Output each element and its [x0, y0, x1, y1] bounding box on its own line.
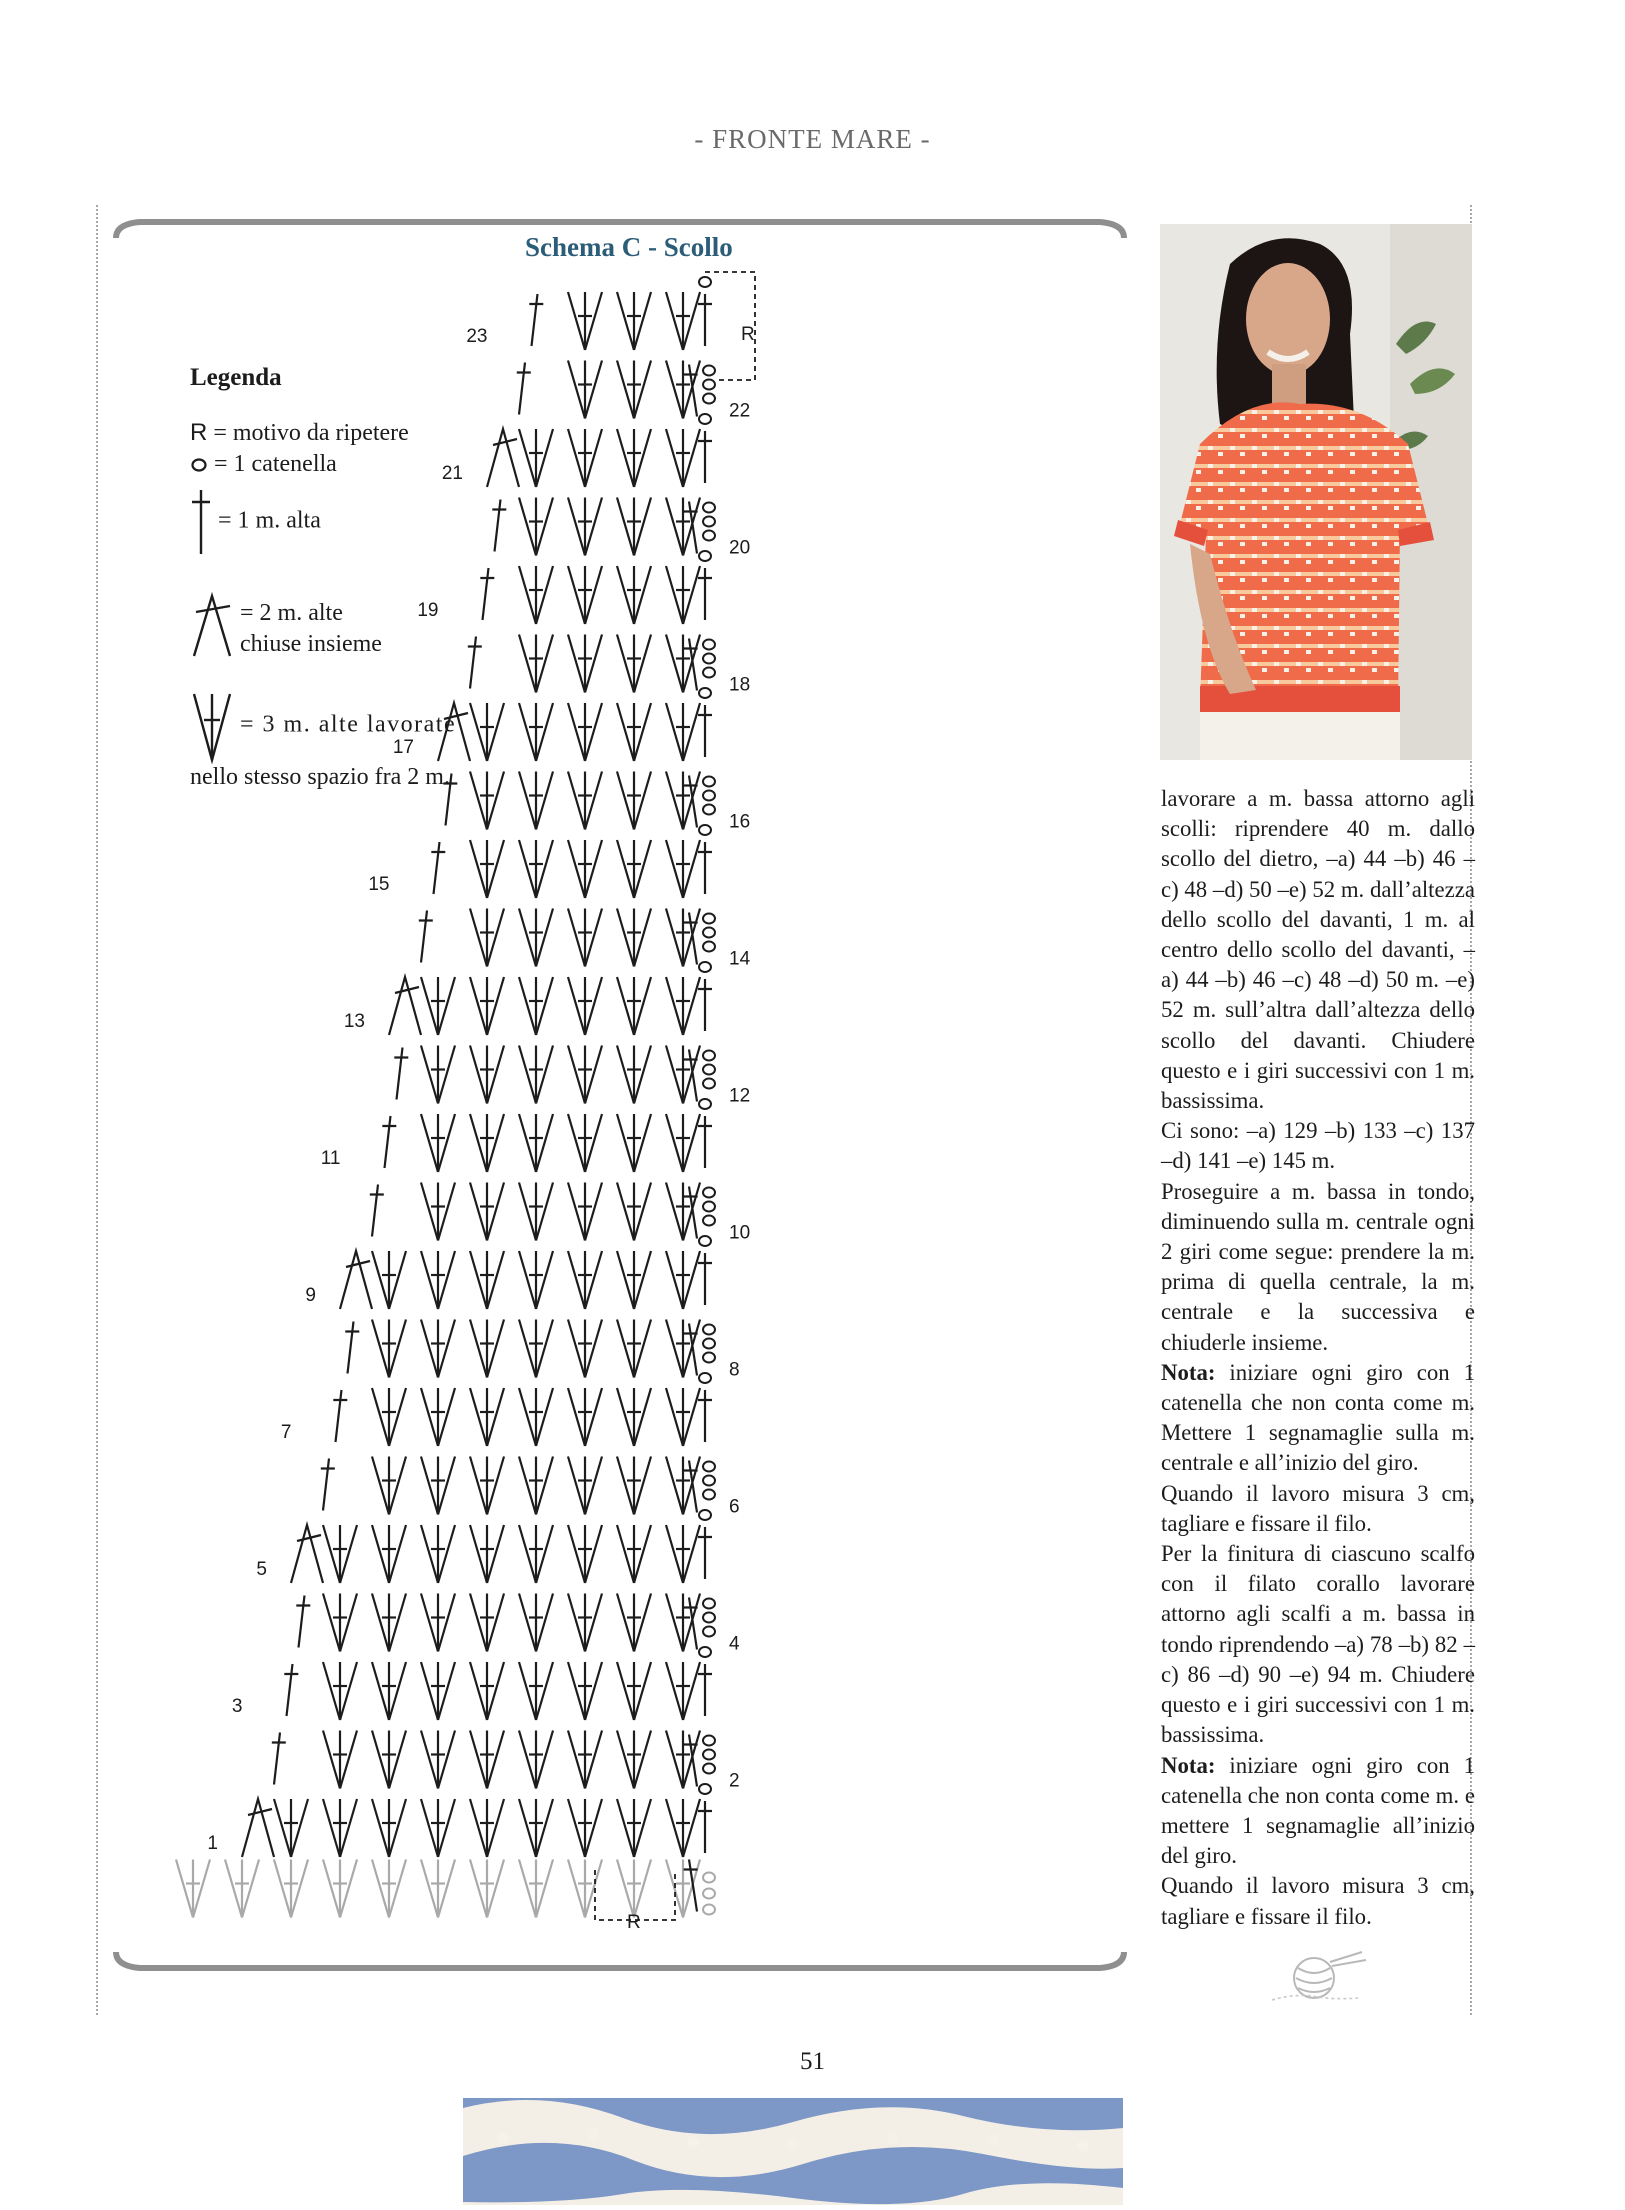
cluster-symbol	[617, 1731, 651, 1789]
row-label-right: 12	[729, 1085, 751, 1107]
cluster-symbol	[666, 703, 700, 761]
cluster-symbol	[568, 1457, 602, 1515]
cluster-symbol	[568, 361, 602, 419]
chain-symbol	[703, 1873, 715, 1883]
cluster-symbol	[470, 703, 504, 761]
cluster-symbol	[666, 1662, 700, 1720]
cluster-symbol	[470, 909, 504, 967]
decrease-symbol	[340, 1251, 372, 1309]
chain-symbol	[703, 1353, 715, 1363]
chain-symbol	[699, 1373, 711, 1383]
cluster-symbol	[617, 840, 651, 898]
cluster-symbol	[617, 1594, 651, 1652]
cluster-symbol	[421, 1525, 455, 1583]
row-label-left: 17	[392, 737, 414, 758]
chain-symbol	[703, 1188, 715, 1198]
cluster-symbol	[519, 635, 553, 693]
treble-symbol	[492, 500, 506, 552]
instructions-p7	[1161, 1751, 1475, 1872]
cluster-symbol	[666, 292, 700, 350]
note-label: Nota:	[1161, 1359, 1216, 1385]
chain-symbol	[699, 551, 711, 561]
cluster-symbol	[617, 429, 651, 487]
repeat-letter: R	[190, 419, 208, 446]
chain-symbol	[699, 1784, 711, 1794]
cluster-symbol	[617, 1046, 651, 1104]
cluster-symbol	[617, 977, 651, 1035]
cluster-symbol	[470, 1183, 504, 1241]
cluster-symbol	[470, 977, 504, 1035]
row-label-right: 16	[729, 811, 751, 833]
cluster-symbol	[666, 1251, 700, 1309]
cluster-symbol	[372, 1731, 406, 1789]
chain-symbol	[703, 791, 715, 801]
cluster-symbol	[617, 703, 651, 761]
treble-symbol	[698, 294, 712, 346]
chain-symbol	[703, 394, 715, 404]
cluster-symbol	[617, 909, 651, 967]
cluster-symbol	[519, 1114, 553, 1172]
cluster-symbol	[519, 566, 553, 624]
chain-symbol	[703, 1599, 715, 1609]
treble-symbol	[431, 842, 445, 894]
yarn-ball-icon	[1262, 1948, 1372, 2008]
cluster-symbol	[568, 1525, 602, 1583]
treble-symbol	[333, 1390, 347, 1442]
row-label-right: 20	[729, 537, 751, 559]
chain-symbol	[703, 1339, 715, 1349]
cluster-symbol	[470, 1388, 504, 1446]
chain-symbol	[703, 517, 715, 527]
chain-symbol	[703, 1065, 715, 1075]
cluster-symbol	[666, 1860, 700, 1918]
chain-symbol	[699, 1099, 711, 1109]
cluster-symbol	[519, 1457, 553, 1515]
chain-symbol	[699, 962, 711, 972]
row-label-right: 4	[729, 1633, 740, 1655]
cluster-symbol	[666, 1799, 700, 1857]
cluster-symbol	[274, 1799, 308, 1857]
note-text: iniziare ogni giro con 1 catenella che non conta come m. Mettere 1 segnamaglie sulla m. centrale e all’inizio del giro.	[1161, 1359, 1475, 1476]
cluster-symbol	[470, 1662, 504, 1720]
cluster-symbol	[617, 361, 651, 419]
cluster-symbol	[470, 840, 504, 898]
cluster-symbol	[568, 1799, 602, 1857]
cluster-symbol	[617, 1457, 651, 1515]
cluster-symbol	[666, 1388, 700, 1446]
row-label-right: 14	[729, 948, 751, 970]
decrease-text-1: = 2 m. alte	[240, 600, 343, 626]
cluster-symbol	[323, 1731, 357, 1789]
cluster-symbol	[470, 1114, 504, 1172]
row-label-right: 18	[729, 674, 751, 696]
cluster-symbol	[519, 1388, 553, 1446]
cluster-symbol	[470, 1457, 504, 1515]
cluster-symbol	[372, 1594, 406, 1652]
row-label-left: 13	[343, 1011, 365, 1032]
cluster-symbol	[421, 1457, 455, 1515]
cluster-symbol	[519, 429, 553, 487]
row-label-right: 6	[729, 1496, 740, 1518]
cluster-symbol	[274, 1860, 308, 1918]
chain-symbol	[699, 688, 711, 698]
cluster-symbol	[568, 429, 602, 487]
cluster-symbol	[372, 1320, 406, 1378]
treble-symbol	[529, 294, 543, 346]
cluster-symbol	[372, 1457, 406, 1515]
cluster-symbol	[617, 566, 651, 624]
chain-symbol	[699, 1510, 711, 1520]
chain-icon	[190, 456, 208, 474]
cluster-symbol	[519, 772, 553, 830]
chain-symbol	[703, 640, 715, 650]
treble-symbol	[698, 568, 712, 620]
cluster-symbol	[568, 1183, 602, 1241]
cluster-symbol	[666, 1525, 700, 1583]
note-text-2: iniziare ogni giro con 1 catenella che non conta come m. e mettere 1 segnamaglie all’inizio del giro.	[1161, 1752, 1475, 1869]
decrease-symbol	[291, 1525, 323, 1583]
instructions-p3: Proseguire a m. bassa in tondo, diminuendo sulla m. centrale ogni 2 giri come segue: prendere la m. prima di quella centrale, la m. centrale e la successiva e chiuderle insieme.	[1161, 1178, 1475, 1355]
schema-title: Schema C - Scollo	[525, 232, 733, 262]
chain-symbol	[703, 1889, 715, 1899]
treble-symbol	[698, 1390, 712, 1442]
chain-symbol	[703, 531, 715, 541]
instructions-p4	[1161, 1358, 1475, 1479]
cluster-symbol	[519, 1594, 553, 1652]
cluster-symbol	[470, 1525, 504, 1583]
chain-symbol	[703, 777, 715, 787]
treble-symbol	[684, 1860, 698, 1912]
cluster-symbol	[421, 1799, 455, 1857]
cluster-symbol	[421, 1388, 455, 1446]
row-label-left: 7	[280, 1422, 292, 1443]
chain-symbol	[703, 1750, 715, 1760]
cluster-symbol	[568, 1662, 602, 1720]
chain-symbol	[703, 1905, 715, 1915]
chain-symbol	[703, 805, 715, 815]
row-label-right: 10	[729, 1222, 751, 1244]
chain-symbol	[703, 1202, 715, 1212]
treble-symbol	[321, 1459, 335, 1511]
cluster-symbol	[568, 1046, 602, 1104]
cluster-symbol	[519, 1251, 553, 1309]
instructions-p6: Per la finitura di ciascuno scalfo con il filato corallo lavorare attorno agli scalfi a m. bassa in tondo riprendendo –a) 78 –b) 82 –c) 86 –d) 90 –e) 94 m. Chiudere questo e i giri successivi con 1 m. bassissima.	[1161, 1541, 1475, 1748]
decrease-symbol	[487, 429, 519, 487]
treble-symbol	[394, 1048, 408, 1100]
cluster-symbol	[568, 1860, 602, 1918]
decrease-symbol	[389, 977, 421, 1035]
cluster-symbol	[519, 1799, 553, 1857]
chain-symbol	[703, 1476, 715, 1486]
chain-symbol	[703, 1325, 715, 1335]
cluster-symbol	[372, 1662, 406, 1720]
row-label-right: 8	[729, 1359, 740, 1381]
legend-title: Legenda	[190, 364, 282, 391]
row-label-right: 22	[729, 400, 751, 422]
cluster-symbol	[421, 1320, 455, 1378]
cluster-symbol	[617, 498, 651, 556]
cluster-symbol	[568, 840, 602, 898]
treble-symbol	[517, 363, 531, 415]
cluster-symbol	[617, 1662, 651, 1720]
chain-symbol	[699, 1236, 711, 1246]
cluster-symbol	[617, 1251, 651, 1309]
cluster-symbol	[323, 1799, 357, 1857]
treble-symbol	[698, 842, 712, 894]
cluster-symbol	[421, 977, 455, 1035]
chain-symbol	[703, 1764, 715, 1774]
chain-symbol	[703, 1216, 715, 1226]
treble-symbol	[443, 774, 457, 826]
cluster-symbol	[568, 1320, 602, 1378]
cluster-symbol	[519, 909, 553, 967]
cluster-symbol	[568, 977, 602, 1035]
cluster-symbol	[519, 1183, 553, 1241]
cluster-symbol	[519, 1662, 553, 1720]
cluster-symbol	[568, 1731, 602, 1789]
instructions-p8: Quando il lavoro misura 3 cm, tagliare e fissare il filo.	[1161, 1873, 1475, 1929]
cluster-symbol	[470, 772, 504, 830]
treble-symbol	[419, 911, 433, 963]
instructions-column	[1161, 784, 1475, 1932]
cluster-symbol	[568, 1251, 602, 1309]
treble-symbol	[698, 705, 712, 757]
chain-symbol	[699, 277, 711, 287]
cluster-symbol	[519, 703, 553, 761]
crochet-swatch-image	[463, 2098, 1123, 2205]
cluster-symbol	[470, 1251, 504, 1309]
cluster-symbol	[617, 1388, 651, 1446]
cluster-symbol	[421, 1662, 455, 1720]
cluster-symbol	[421, 1183, 455, 1241]
chain-symbol	[703, 1051, 715, 1061]
treble-symbol	[296, 1596, 310, 1648]
cluster-symbol	[225, 1860, 259, 1918]
cluster-symbol	[666, 977, 700, 1035]
cluster-symbol	[323, 1662, 357, 1720]
row-label-left: 1	[207, 1833, 218, 1854]
cluster-symbol	[519, 1860, 553, 1918]
cluster-symbol	[568, 635, 602, 693]
repeat-text: = motivo da ripetere	[213, 420, 409, 446]
chain-symbol	[703, 1627, 715, 1637]
treble-symbol	[698, 1116, 712, 1168]
cluster-symbol	[617, 1183, 651, 1241]
cluster-text-1: = 3 m. alte lavorate	[240, 711, 457, 738]
cluster-symbol	[372, 1525, 406, 1583]
cluster-symbol	[617, 1114, 651, 1172]
row-label-right: 2	[729, 1770, 740, 1792]
cluster-symbol	[617, 1799, 651, 1857]
treble-symbol	[370, 1185, 384, 1237]
chain-symbol	[703, 1490, 715, 1500]
cluster-symbol	[421, 1046, 455, 1104]
cluster-text-2: nello stesso spazio fra 2 m.	[190, 764, 450, 790]
chain-symbol	[703, 503, 715, 513]
cluster-symbol	[568, 909, 602, 967]
chain-symbol	[703, 942, 715, 952]
cluster-symbol	[421, 1731, 455, 1789]
treble-symbol	[284, 1664, 298, 1716]
cluster-symbol	[617, 1860, 651, 1918]
treble-symbol	[698, 1527, 712, 1579]
cluster-symbol	[372, 1860, 406, 1918]
cluster-symbol	[568, 772, 602, 830]
row-label-left: 5	[256, 1559, 267, 1580]
cluster-symbol	[470, 1860, 504, 1918]
repeat-label-top: R	[741, 324, 755, 345]
chain-symbol	[703, 914, 715, 924]
row-label-left: 19	[417, 600, 439, 621]
cluster-symbol	[568, 703, 602, 761]
chain-symbol	[703, 1462, 715, 1472]
cluster-symbol	[421, 1251, 455, 1309]
chain-symbol	[699, 825, 711, 835]
instructions-p5: Quando il lavoro misura 3 cm, tagliare e fissare il filo.	[1161, 1480, 1475, 1536]
chain-symbol	[703, 928, 715, 938]
cluster-symbol	[568, 1388, 602, 1446]
cluster-symbol	[519, 1046, 553, 1104]
cluster-symbol	[470, 1046, 504, 1104]
row-label-left: 21	[441, 463, 463, 484]
cluster-symbol	[519, 1525, 553, 1583]
decrease-symbol	[242, 1799, 274, 1857]
cluster-symbol	[666, 566, 700, 624]
note-label-2: Nota:	[1161, 1752, 1216, 1778]
cluster-symbol	[519, 1320, 553, 1378]
treble-symbol	[382, 1116, 396, 1168]
cluster-symbol	[617, 1320, 651, 1378]
treble-symbol	[345, 1322, 359, 1374]
model-photo	[1160, 224, 1472, 760]
cluster-symbol	[421, 1594, 455, 1652]
cluster-symbol	[666, 429, 700, 487]
chain-symbol	[703, 1736, 715, 1746]
cluster-symbol	[470, 1731, 504, 1789]
treble-symbol	[272, 1733, 286, 1785]
cluster-symbol	[470, 1320, 504, 1378]
cluster-symbol	[617, 292, 651, 350]
chain-symbol	[703, 668, 715, 678]
cluster-symbol	[176, 1860, 210, 1918]
cluster-symbol	[617, 635, 651, 693]
cluster-symbol	[421, 1860, 455, 1918]
cluster-symbol	[372, 1388, 406, 1446]
cluster-symbol	[568, 292, 602, 350]
treble-symbol	[698, 431, 712, 483]
cluster-symbol	[666, 1114, 700, 1172]
treble-symbol	[698, 1801, 712, 1853]
instructions-p2: Ci sono: –a) 129 –b) 133 –c) 137 –d) 141 –e) 145 m.	[1161, 1118, 1475, 1174]
cluster-symbol	[323, 1525, 357, 1583]
treble-symbol	[698, 979, 712, 1031]
treble-symbol	[698, 1253, 712, 1305]
chain-symbol	[703, 380, 715, 390]
repeat-label-bottom: R	[627, 1912, 641, 1933]
cluster-symbol	[617, 772, 651, 830]
running-head: - FRONTE MARE -	[694, 124, 931, 154]
cluster-symbol	[568, 498, 602, 556]
chain-symbol	[703, 654, 715, 664]
left-margin-rule	[96, 205, 98, 2015]
cluster-symbol	[519, 1731, 553, 1789]
cluster-symbol	[470, 1799, 504, 1857]
cluster-symbol	[519, 840, 553, 898]
instructions-p1: lavorare a m. bassa attorno agli scolli: riprendere 40 m. dallo scollo del dietro, –a) 44 –b) 46 –c) 48 –d) 50 –e) 52 m. dall’altezza dello scollo del davanti, 1 m. al centro dello scollo del davanti, –a) 44 –b) 46 –c) 48 –d) 50 m. –e) 52 m. sull’altra dall’altezza dello scollo del davanti. Chiudere questo e i giri successivi con 1 m. bassissima.	[1161, 786, 1475, 1114]
row-label-left: 11	[320, 1148, 341, 1169]
cluster-symbol	[372, 1799, 406, 1857]
decrease-text-2: chiuse insieme	[240, 631, 382, 657]
page-number: 51	[800, 2048, 825, 2075]
chain-text: = 1 catenella	[214, 451, 337, 477]
cluster-symbol	[372, 1251, 406, 1309]
cluster-symbol	[568, 566, 602, 624]
cluster-symbol	[470, 1594, 504, 1652]
cluster-symbol	[519, 977, 553, 1035]
treble-text: = 1 m. alta	[218, 507, 321, 534]
row-label-left: 9	[305, 1285, 316, 1306]
decrease-symbol	[438, 703, 470, 761]
row-label-left: 23	[466, 326, 488, 347]
chain-symbol	[699, 1647, 711, 1657]
treble-icon	[190, 488, 212, 556]
treble-symbol	[698, 1664, 712, 1716]
cluster-symbol	[323, 1860, 357, 1918]
cluster-symbol	[323, 1594, 357, 1652]
chain-symbol	[699, 414, 711, 424]
cluster-symbol	[568, 1594, 602, 1652]
cluster-symbol	[617, 1525, 651, 1583]
chain-symbol	[703, 366, 715, 376]
chain-symbol	[703, 1613, 715, 1623]
chain-symbol	[703, 1079, 715, 1089]
treble-symbol	[480, 568, 494, 620]
cluster-symbol	[666, 840, 700, 898]
cluster-symbol	[421, 1114, 455, 1172]
row-label-left: 15	[368, 874, 390, 895]
cluster-symbol	[568, 1114, 602, 1172]
treble-symbol	[468, 637, 482, 689]
row-label-left: 3	[231, 1696, 243, 1717]
cluster-symbol	[519, 498, 553, 556]
crochet-chart	[207, 270, 1100, 1970]
